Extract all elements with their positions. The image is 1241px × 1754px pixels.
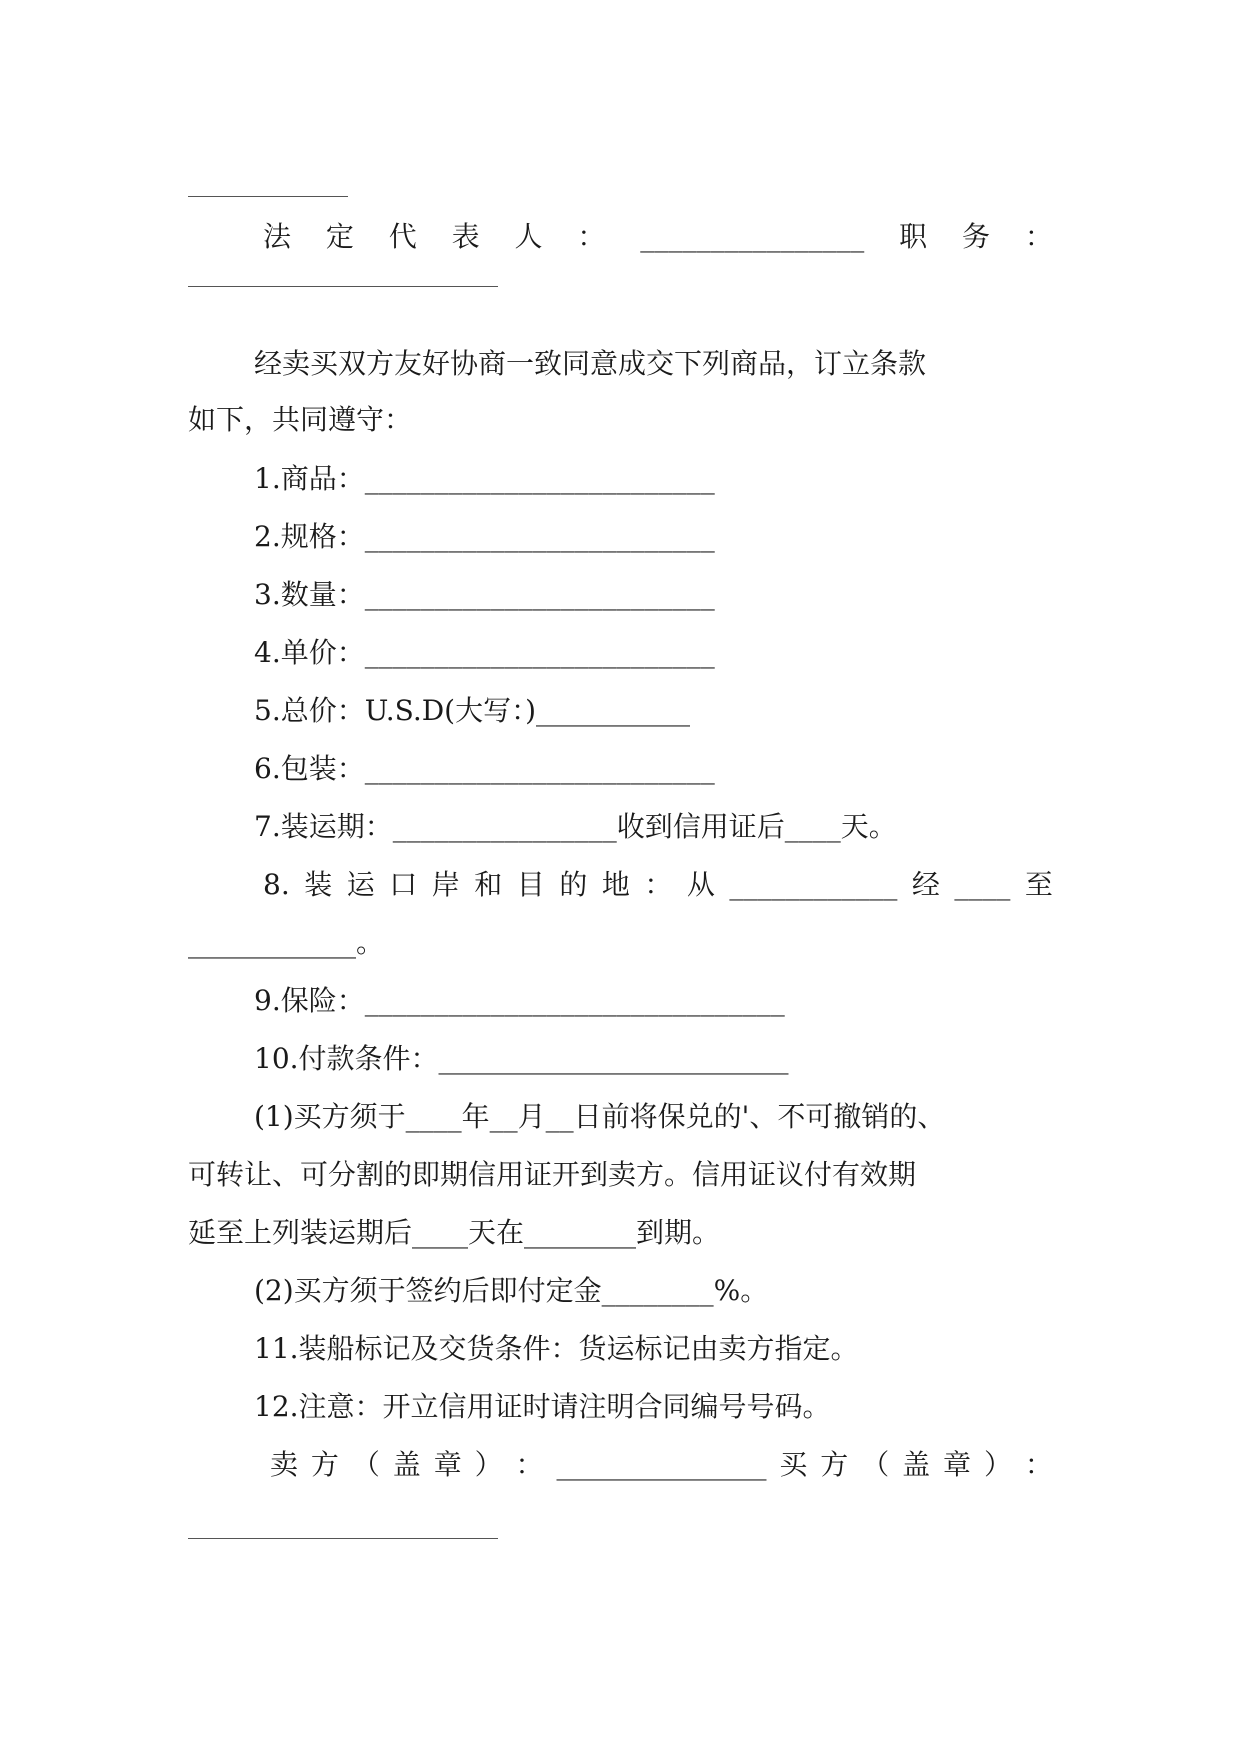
rep-char: 表 [451,220,480,253]
item8-char: 和 [474,868,503,901]
item8-char: 运 [346,868,375,901]
item-port-destination-tail: ____________。 [188,926,385,959]
item-total-price: 5.总价：U.S.D(大写：)___________ [254,694,691,727]
rep-char: 人 [514,220,543,253]
rep-char: 法 [263,220,292,253]
item8-char: ： [644,868,673,901]
intro-line-2: 如下，共同遵守： [188,403,413,436]
item8-char: 口 [389,868,418,901]
item-goods: 1.商品：_________________________ [254,462,715,495]
sign-char: ： [1024,1448,1053,1481]
top-blank-line[interactable] [188,196,348,197]
signature-line [270,1445,1053,1485]
buyer-seal-blank-line[interactable] [188,1538,498,1539]
item8-char: 8. [263,868,290,901]
item8-char: 装 [304,868,333,901]
sign-char: ） [474,1448,503,1481]
port-of-shipment-blank[interactable]: ____________ [729,868,898,901]
rep-char: 职 [899,220,928,253]
sign-char: 方 [310,1448,339,1481]
item-quantity: 3.数量：_________________________ [254,578,715,611]
item8-char: 至 [1024,868,1053,901]
rep-char: 务 [961,220,990,253]
position-blank-line[interactable] [188,286,498,287]
sign-char: 卖 [270,1448,299,1481]
item-payment-terms: 10.付款条件：_________________________ [254,1042,789,1075]
rep-char: 定 [325,220,354,253]
clause-2: (2)买方须于签约后即付定金________%。 [254,1274,769,1307]
clause-1-line-1: (1)买方须于____年__月__日前将保兑的'、不可撤销的、 [254,1100,946,1133]
legal-representative-blank[interactable]: ________________ [640,220,865,253]
item8-char: 经 [911,868,940,901]
sign-char: （ [861,1448,890,1481]
sign-char: 方 [820,1448,849,1481]
item-insurance: 9.保险：______________________________ [254,984,785,1017]
rep-char: ： [577,220,606,253]
sign-char: ） [983,1448,1012,1481]
item8-char: 目 [516,868,545,901]
item-shipping-marks: 11.装船标记及交货条件：货运标记由卖方指定。 [254,1332,859,1365]
intro-line-1: 经卖买双方友好协商一致同意成交下列商品，订立条款 [254,347,927,380]
item-shipment-period: 7.装运期：________________收到信用证后____天。 [254,810,897,843]
clause-1-line-3: 延至上列装运期后____天在________到期。 [188,1216,721,1249]
seller-seal-blank[interactable]: _______________ [556,1448,767,1481]
sign-char: ： [515,1448,544,1481]
rep-char: ： [1024,220,1053,253]
item8-char: 的 [559,868,588,901]
item-packing: 6.包装：_________________________ [254,752,715,785]
item8-char: 地 [601,868,630,901]
sign-char: 章 [943,1448,972,1481]
transit-port-blank[interactable]: ____ [954,868,1011,901]
item-unit-price: 4.单价：_________________________ [254,636,715,669]
rep-char: 代 [388,220,417,253]
sign-char: 章 [433,1448,462,1481]
item-specification: 2.规格：_________________________ [254,520,715,553]
item-port-destination [263,865,1053,905]
sign-char: 盖 [392,1448,421,1481]
sign-char: （ [351,1448,380,1481]
sign-char: 买 [779,1448,808,1481]
clause-1-line-2: 可转让、可分割的即期信用证开到卖方。信用证议付有效期 [188,1158,917,1191]
item-notice: 12.注意：开立信用证时请注明合同编号号码。 [254,1390,831,1423]
legal-representative-line [263,217,1053,257]
item8-char: 岸 [431,868,460,901]
item8-char: 从 [686,868,715,901]
sign-char: 盖 [902,1448,931,1481]
